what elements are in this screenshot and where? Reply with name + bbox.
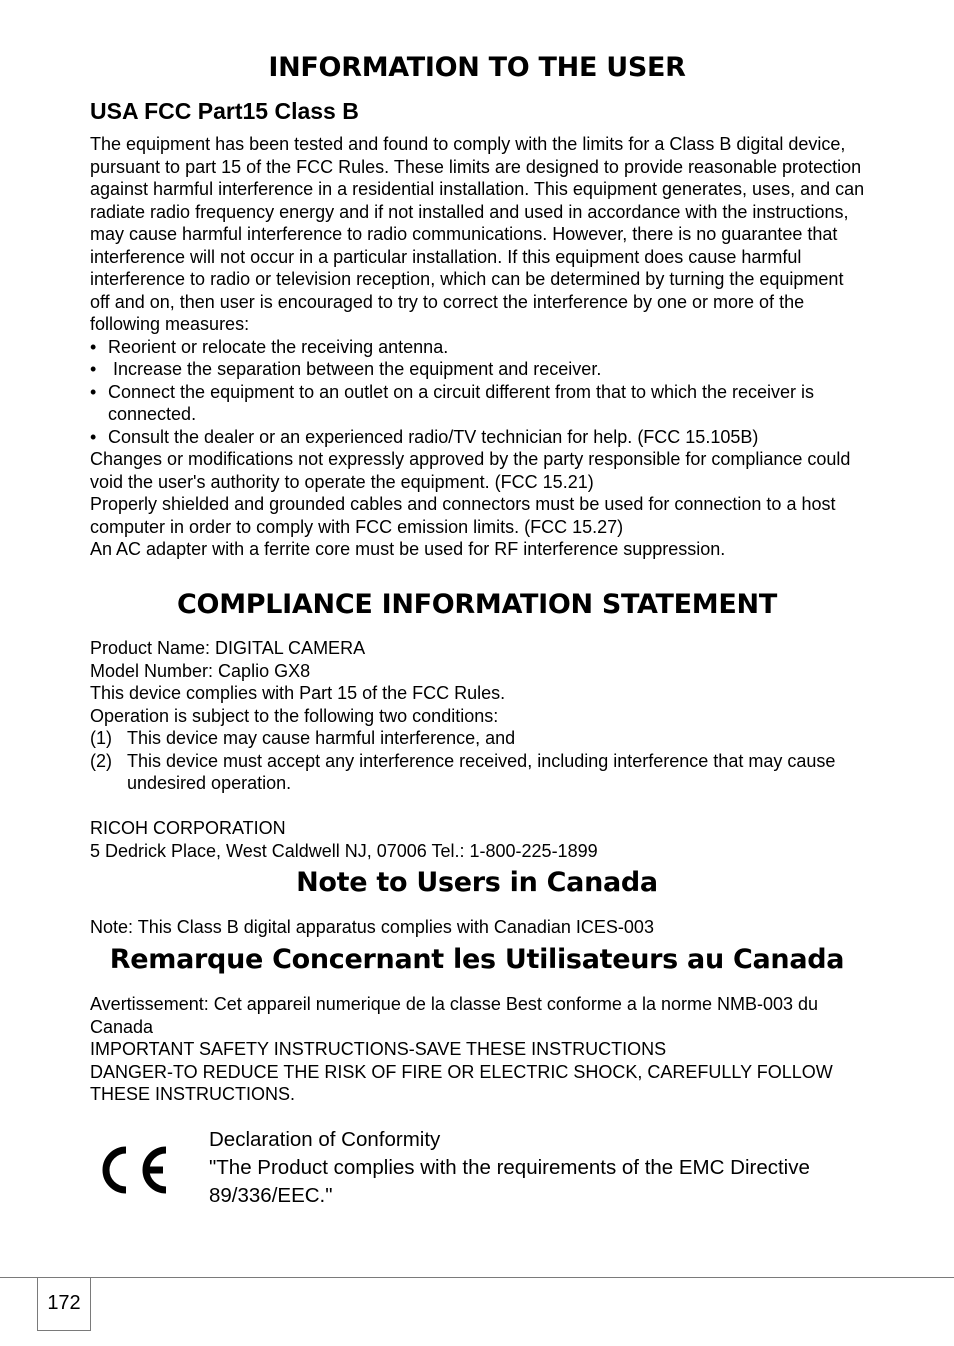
- bullet-text: Connect the equipment to an outlet on a circuit different from that to which the receiver is connected.: [108, 381, 815, 424]
- condition-number: (1): [90, 728, 112, 748]
- bullet-mark: •: [90, 381, 97, 402]
- canada-title: Note to Users in Canada: [296, 867, 658, 898]
- canada-note: Note: This Class B digital apparatus complies with Canadian ICES-003: [90, 917, 654, 937]
- bullet-text: Reorient or relocate the receiving antenna.: [108, 336, 449, 357]
- bullet-item: [90, 381, 865, 426]
- paragraph: Properly shielded and grounded cables and connectors must be used for connection to a host computer in order to comply with FCC emission limits. (FCC 15.27): [90, 494, 836, 537]
- bullet-mark: •: [90, 336, 97, 357]
- bullet-text: Increase the separation between the equipment and receiver.: [108, 359, 602, 379]
- bullet-mark: •: [90, 426, 97, 447]
- remarque-title: Remarque Concernant les Utilisateurs au Canada: [109, 944, 845, 975]
- fcc-section: [90, 133, 865, 561]
- compliance-line: Model Number: Caplio GX8: [90, 660, 311, 681]
- condition-number: (2): [90, 750, 112, 771]
- remarque-line: IMPORTANT SAFETY INSTRUCTIONS-SAVE THESE INSTRUCTIONS: [90, 1039, 667, 1059]
- remarque-line: Avertissement: Cet appareil numerique de la classe Best conforme a la norme NMB-003 du Canada: [90, 994, 819, 1037]
- remarque-line: DANGER-TO REDUCE THE RISK OF FIRE OR ELECTRIC SHOCK, CAREFULLY FOLLOW THESE INSTRUCTIONS.: [90, 1061, 833, 1104]
- compliance-section: [90, 637, 865, 862]
- bullet-item: [90, 426, 865, 449]
- bullet-item: [90, 358, 865, 381]
- compliance-line: This device complies with Part 15 of the FCC Rules.: [90, 683, 506, 703]
- compliance-line: Operation is subject to the following two conditions:: [90, 705, 499, 726]
- condition-item: [90, 750, 865, 795]
- company-address: 5 Dedrick Place, West Caldwell NJ, 07006 Tel.: 1-800-225-1899: [90, 840, 598, 861]
- ce-heading: Declaration of Conformity: [209, 1128, 441, 1151]
- company-name: RICOH CORPORATION: [90, 818, 286, 838]
- compliance-line: Product Name: DIGITAL CAMERA: [90, 638, 366, 658]
- condition-item: [90, 727, 865, 750]
- ce-text-block: [209, 1126, 889, 1210]
- compliance-title: COMPLIANCE INFORMATION STATEMENT: [177, 589, 777, 620]
- bullet-text: Consult the dealer or an experienced radio/TV technician for help. (FCC 15.105B): [108, 426, 759, 447]
- paragraph: Changes or modifications not expressly approved by the party responsible for compliance could void the user's authority to operate the equipment. (FCC 15.21): [90, 449, 851, 492]
- remarque-section: [90, 993, 865, 1106]
- fcc-paragraph: The equipment has been tested and found to comply with the limits for a Class B digital device, pursuant to part 15 of the FCC Rules. These limits are designed to provide reasonable protection against harmful interference in a residential installation. This equipment generates, uses, and can radiate radio frequency energy and if not installed and used in accordance with the instructions, may cause harmful interference to radio communications. However, there is no guarantee that interference will not occur in a particular installation. If this equipment does cause harmful interference to radio or television reception, which can be determined by turning the equipment off and on, then user is encouraged to try to correct the interference by one or more of the following measures:: [90, 134, 865, 334]
- page-number: 172: [37, 1277, 91, 1331]
- bullet-mark: •: [90, 359, 97, 379]
- paragraph: An AC adapter with a ferrite core must be used for RF interference suppression.: [90, 539, 726, 559]
- footer-divider: [0, 1277, 954, 1278]
- bullet-item: [90, 336, 865, 359]
- condition-text: This device may cause harmful interference, and: [127, 728, 516, 748]
- info-title: INFORMATION TO THE USER: [268, 52, 686, 83]
- condition-text: This device must accept any interference received, including interference that may cause undesired operation.: [127, 750, 836, 793]
- ce-statement: "The Product complies with the requirements of the EMC Directive 89/336/EEC.": [209, 1156, 810, 1207]
- ce-mark-icon: [100, 1144, 172, 1196]
- fcc-subtitle: USA FCC Part15 Class B: [90, 98, 359, 124]
- spacer: [90, 795, 865, 818]
